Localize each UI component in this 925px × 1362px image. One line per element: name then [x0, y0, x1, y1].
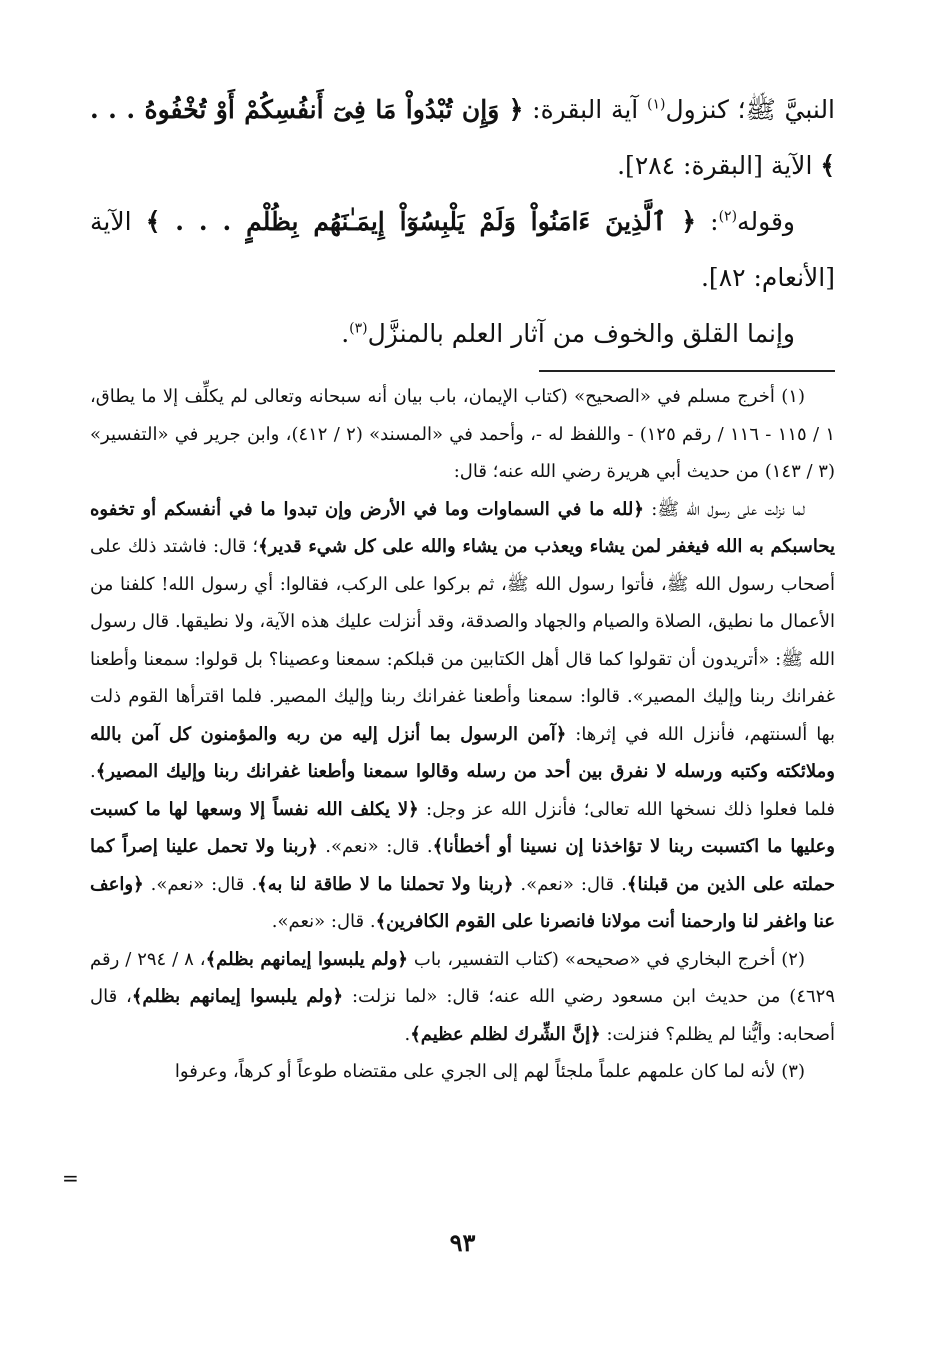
text-run: .: [404, 1023, 411, 1045]
quran-quote: ﴿إنَّ الشِّرك لظلم عظيم﴾: [410, 1023, 601, 1045]
main-paragraph-2: [90, 194, 835, 306]
text-run: . قال: «نعم».: [143, 873, 258, 895]
text-run: النبيَّ ﷺ؛ كنزول: [665, 95, 836, 124]
quran-quote: ﴿آمن الرسول بما أنزل إليه من ربه والمؤمنون كل آمن بالله وملائكته وكتبه ورسله لا نفرق بين أحد من رسله وقالوا سمعنا وأطعنا غفرانك ربنا وإليك المصير﴾: [90, 723, 835, 782]
footnote-ref-1: (١): [646, 96, 666, 113]
quran-quote: ﴿ولم يلبسوا إيمانهم بظلم﴾: [205, 948, 408, 970]
text-run: . قال: «نعم».: [317, 836, 433, 857]
quran-quote: ﴿لا يكلف الله نفساً إلا وسعها لها ما كسبت وعليها ما اكتسبت ربنا لا تؤاخذنا إن نسينا أو أخطأنا﴾: [90, 798, 835, 857]
footnotes: [90, 378, 835, 1091]
footnote-ref-3: (٣): [349, 320, 368, 337]
quran-quote: ﴿واعف عنا واغفر لنا وارحمنا أنت مولانا فانصرنا على القوم الكافرين﴾: [90, 873, 835, 932]
quran-verse: ﴿ وَإِن تُبْدُواْ مَا فِىٓ أَنفُسِكُمْ أَوْ تُخْفُوهُ . . . ﴾: [90, 95, 835, 180]
footnote-divider: [539, 370, 835, 372]
text-run: وإنما القلق والخوف من آثار العلم بالمنزَّل: [367, 319, 795, 348]
text-run: وقوله: [737, 207, 796, 236]
text-run: . قال: «نعم».: [271, 911, 376, 932]
text-run: (٢) أخرج البخاري في «صحيحه» (كتاب التفسير، باب: [407, 948, 805, 970]
text-run: . قال: «نعم».: [513, 873, 627, 895]
text-run: . فلما فعلوا ذلك نسخها الله تعالى؛ فأنزل الله عز وجل:: [90, 761, 835, 820]
main-paragraph-1: [90, 82, 835, 194]
continuation-mark: =: [62, 1166, 79, 1190]
main-paragraph-3: [90, 306, 835, 362]
text-run: .: [341, 319, 350, 348]
text-run: آية البقرة:: [523, 95, 647, 124]
footnote-1-hadith: [90, 491, 835, 941]
page-number: ٩٣: [449, 1228, 476, 1257]
text-run: لما نزلت على رسول الله ﷺ:: [643, 498, 805, 520]
quran-quote: ﴿ربنا ولا تحملنا ما لا طاقة لنا به﴾: [257, 873, 514, 895]
text-run: ، قال أصحابه: وأيُّنا لم يظلم؟ فنزلت:: [90, 986, 835, 1045]
verse-reference: الآية [الأنعام: ٨٢].: [90, 207, 835, 292]
verse-reference: الآية [البقرة: ٢٨٤].: [617, 151, 821, 180]
quran-quote: ﴿ربنا ولا تحمل علينا إصراً كما حملته على الذين من قبلنا﴾: [90, 836, 835, 895]
text-run: :: [696, 207, 719, 236]
footnote-1: (١) أخرج مسلم في «الصحيح» (كتاب الإيمان، باب بيان أنه سبحانه وتعالى لم يكلِّف إلا ما يطاق، ١ / ١١٥ - ١١٦ / رقم ١٢٥) - واللفظ له -، وأحمد في «المسند» (٢ / ٤١٢)، وابن جرير في «التفسير» (٣ / ١٤٣) من حديث أبي هريرة رضي الله عنه؛ قال:: [90, 386, 836, 482]
text-run: ، ٨ / ٢٩٤ / رقم ٤٦٢٩) من حديث ابن مسعود رضي الله عنه؛ قال: «لما نزلت:: [90, 948, 835, 1007]
quran-verse: ﴿ ٱلَّذِينَ ءَامَنُواْ وَلَمْ يَلْبِسُوٓاْ إِيمَـٰنَهُم بِظُلْمٍ . . . ﴾: [145, 207, 697, 236]
quran-quote: ﴿ولم يلبسوا إيمانهم بظلم﴾: [131, 986, 344, 1007]
footnote-ref-2: (٢): [718, 208, 738, 225]
footnote-3: (٣) لأنه لما كان علمهم علماً ملجئاً لهم إلى الجري على مقتضاه طوعاً أو كرهاً، وعرفوا: [174, 1061, 805, 1082]
text-run: ؛ قال: فاشتد ذلك على أصحاب رسول الله ﷺ، فأتوا رسول الله ﷺ، ثم بركوا على الركب، فقالوا: أي رسول الله! كلفنا من الأعمال ما نطيق، الصلاة والصيام والجهاد والصدقة، وقد أنزلت عليك هذه الآية، ولا نطيقها. قال رسول الله ﷺ: «أتريدون أن تقولوا كما قال أهل الكتابين من قبلكم: سمعنا وعصينا؟ بل قولوا: سمعنا وأطعنا غفرانك ربنا وإليك المصير». قالوا: سمعنا وأطعنا غفرانك ربنا وإليك المصير. فلما اقترأها القوم ذلت بها ألسنتهم، فأنزل الله في إثرها:: [90, 536, 835, 745]
quran-quote: ﴿لله ما في السماوات وما في الأرض وإن تبدوا ما في أنفسكم أو تخفوه يحاسبكم به الله فيغفر لمن يشاء ويعذب من يشاء والله على كل شيء قدير﴾: [90, 498, 835, 557]
main-text: [90, 82, 835, 362]
footnote-2: [90, 941, 835, 1054]
